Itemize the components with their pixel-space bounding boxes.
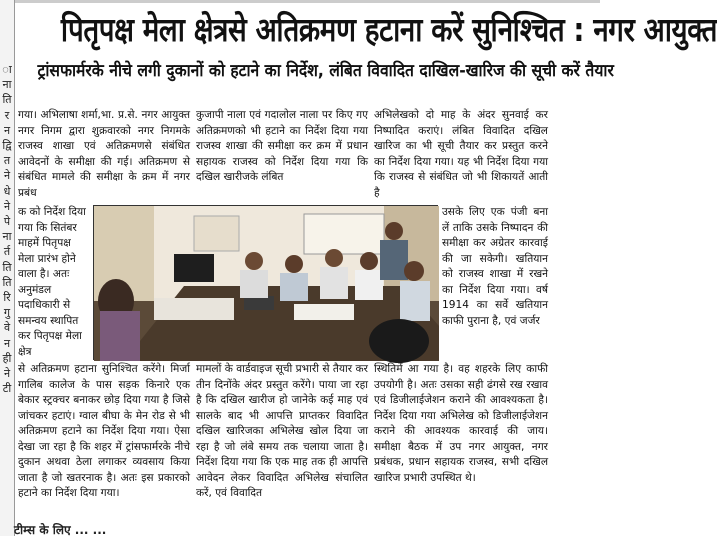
adjacent-column-glyph: ति bbox=[2, 275, 12, 289]
top-rule bbox=[0, 0, 600, 3]
adjacent-column-glyph: ा bbox=[2, 63, 12, 76]
adjacent-column-glyph: ना bbox=[2, 230, 12, 244]
adjacent-column-glyph: टी bbox=[2, 382, 12, 396]
adjacent-column-glyph: वे bbox=[3, 321, 11, 335]
next-article-strip: टीम्स के लिए ... ... bbox=[14, 523, 107, 537]
adjacent-column-glyph: त bbox=[3, 154, 11, 168]
adjacent-column-glyph: रि bbox=[3, 291, 11, 305]
adjacent-column-glyph: द्वि bbox=[2, 139, 12, 153]
adjacent-column-glyph: ने bbox=[3, 199, 11, 213]
adjacent-column-glyph: न bbox=[3, 123, 11, 137]
adjacent-column-glyph: गु bbox=[3, 306, 11, 320]
adjacent-column-glyph: र bbox=[4, 108, 10, 122]
meeting-photo bbox=[93, 205, 438, 360]
adjacent-column-glyph: ही bbox=[2, 351, 12, 365]
adjacent-column-glyph: ने bbox=[3, 169, 11, 183]
article-col2-top: कुजापी नाला एवं गदालोल नाला पर किए गए अतिक्रमणको भी हटाने का निर्देश दिया गया राजस्व शाखा की समीक्षा कर क्रम में प्रधान सहायक राजस्व को निर्देश दिया गया कि दखिल खारीजके लंबित bbox=[196, 109, 368, 183]
adjacent-column-edge bbox=[0, 0, 15, 536]
adjacent-column-glyph: ति bbox=[2, 260, 12, 274]
article-col3-side: उसके लिए एक पंजी बना लें ताकि उसके निष्पादन की समीक्षा कर अग्रेतर कारवाई की जा सकेगी। खतियान को राजस्व शाखा में रखने का निर्देश दिया गया। वर्ष 1914 का सर्वे खतियान काफी पुराना है, एवं जर्जर bbox=[442, 206, 548, 327]
article-col1-bottom: से अतिक्रमण हटाना सुनिश्चित करेंगे। मिर्जा गालिब कालेज के पास सड़क किनारे एक बेकार स्ट्रक्चर बनाकर छोड़ दिया गया है जिसे जांचकर हटाएं। ग्वाल बीघा के मेन रोड से भी अतिक्रमण हटाने का निर्देश दिया गया। ऐसा देखा जा रहा है कि शहर में ट्रांसफार्मरके नीचे दुकान अथवा ठेला लगाकर व्यवसाय किया जाता है जो खतरनाक है। अतः इस प्रकारको हटाने का निर्देश दिया गया। bbox=[18, 363, 190, 499]
article-col1-side: क को निर्देश दिया गया कि सितंबर माहमें पितृपक्ष मेला प्रारंभ होने वाला है। अतः अनुमंडल पदाधिकारी से समन्वय स्थापित कर पितृपक्ष मेला क्षेत्र bbox=[18, 206, 86, 358]
adjacent-column-glyph: र्त bbox=[3, 245, 11, 259]
adjacent-column-glyph: धे bbox=[3, 184, 11, 198]
article-col2-bottom: मामलों के वार्डवाइज सूची प्रभारी से तैयार कर तीन दिनोंके अंदर प्रस्तुत करेंगे। पाया जा रहा है कि दखिल खारीज हो जानेके कई माह एवं सालके बाद भी आपत्ति प्राप्तकर विवादित दखिल खारिजका अभिलेख खोल दिया जा रहा है जो लंबे समय तक चलाया जाता है। निर्देश दिया गया कि एक माह तक ही आपत्ति आवेदन लेकर विवादित अभिलेख संचालित करें, एवं विवादित bbox=[196, 363, 368, 499]
adjacent-column-glyph: ति bbox=[2, 93, 12, 107]
meeting-photo-illustration bbox=[94, 206, 439, 361]
adjacent-column-glyph: ने bbox=[3, 367, 11, 381]
adjacent-column-glyph: न bbox=[3, 336, 11, 350]
adjacent-column-glyph: पे bbox=[3, 215, 11, 229]
adjacent-column-glyph: ना bbox=[2, 78, 12, 92]
article-col3-bottom: स्थितिमें आ गया है। वह शहरके लिए काफी उपयोगी है। अतः उसका सही ढंगसे रख रखाव एवं डिजीलाईजेशन कराने की आवश्यकता है। निर्देश दिया गया अभिलेख को डिजीलाईजेशन कराने की आवश्यक कारवाई की जाय। समीक्षा बैठक में उप नगर आयुक्त, नगर प्रबंधक, प्रधान सहायक राजस्व, सभी दखिल खारिज प्रभारी उपस्थित थे। bbox=[374, 363, 548, 484]
subheadline: ट्रांसफार्मरके नीचे लगी दुकानों को हटाने का निर्देश, लंबित विवादित दाखिल-खारिज की सूची करें तैयार bbox=[37, 61, 614, 81]
headline: पितृपक्ष मेला क्षेत्रसे अतिक्रमण हटाना करें सुनिश्चित : नगर आयुक्त bbox=[60, 10, 717, 49]
adjacent-column-text bbox=[0, 62, 14, 396]
article-col3-top: अभिलेखको दो माह के अंदर सुनवाई कर निष्पादित कराएं। लंबित विवादित दखिल खारिज का भी सूची तैयार कर प्रस्तुत करने का निर्देश दिया गया। यह भी निर्देश दिया गया कि राजस्व से संबंधित जो भी शिकायतें आती है bbox=[374, 109, 548, 199]
article-col1-top: गया। अभिलाषा शर्मा,भा. प्र.से. नगर आयुक्त नगर निगम द्वारा शुक्रवारको नगर निगमके राजस्व शाखा एवं अतिक्रमणसे संबंधित आवेदनों के समीक्षा की गई। अतिक्रमण से संबंधित मामले की समीक्षा के क्रम में नगर प्रबंध bbox=[18, 109, 190, 199]
